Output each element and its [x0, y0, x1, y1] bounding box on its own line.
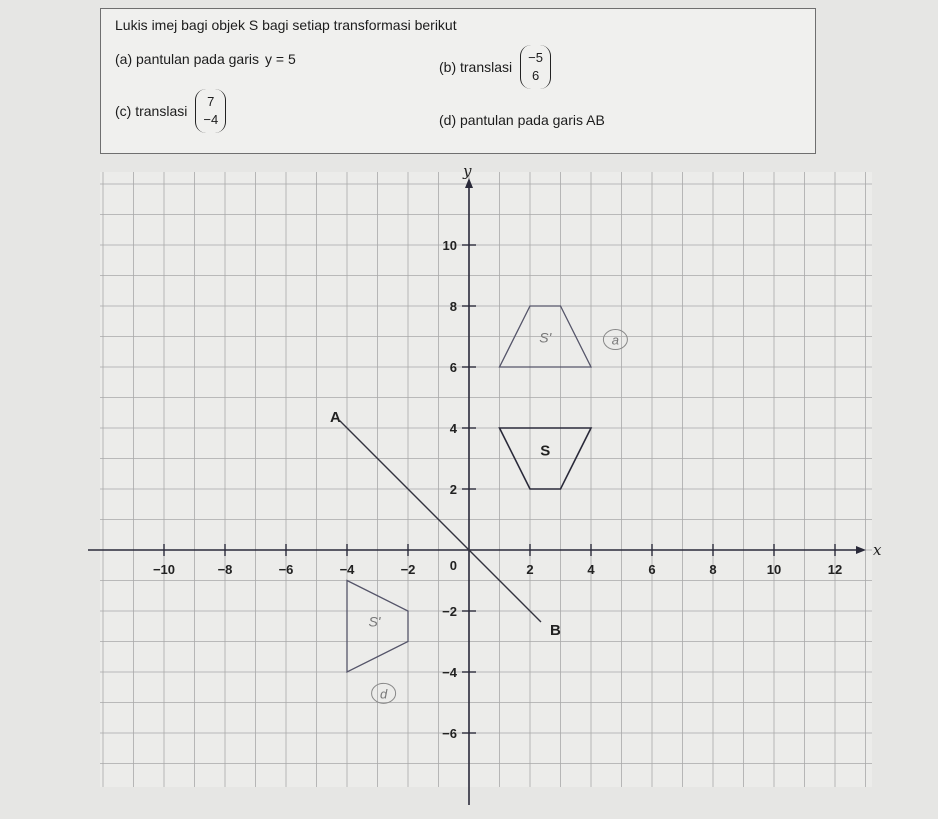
y-tick-label: 10 [442, 238, 457, 253]
item-c-label: (c) translasi [115, 103, 188, 119]
x-tick-label: −6 [278, 562, 294, 577]
y-axis-label: y [463, 162, 472, 180]
y-tick-label: 8 [449, 299, 457, 314]
image-a-label: S' [539, 329, 552, 346]
origin-label: 0 [449, 558, 457, 573]
x-tick-label: −10 [152, 562, 176, 577]
item-d-label: (d) pantulan pada garis AB [439, 112, 605, 128]
x-tick-label: 12 [827, 562, 843, 577]
y-tick-label: 6 [449, 360, 457, 375]
item-c-vector-bottom: −4 [203, 112, 219, 127]
point-a-label: A [330, 409, 341, 426]
x-tick-label: 8 [709, 562, 717, 577]
x-tick-label: 2 [526, 562, 534, 577]
item-b-label: (b) translasi [439, 59, 513, 75]
annotation-label: a [611, 332, 620, 348]
y-tick-label: −6 [442, 726, 457, 741]
item-b-vector-bottom: 6 [531, 68, 540, 83]
x-tick-label: −2 [400, 562, 416, 577]
x-tick-label: 4 [587, 562, 595, 577]
y-tick-label: 2 [449, 482, 457, 497]
instruction-text: Lukis imej bagi objek S bagi setiap transformasi berikut [115, 17, 457, 33]
annotation-label: d [379, 686, 388, 702]
y-tick-label: 4 [449, 421, 457, 436]
x-tick-label: 10 [766, 562, 782, 577]
item-c-vector-top: 7 [207, 94, 215, 109]
x-tick-label: 6 [648, 562, 656, 577]
item-a-label: (a) pantulan pada garis [115, 51, 259, 67]
image-d-label: S' [368, 613, 381, 630]
y-tick-label: −2 [442, 604, 457, 619]
point-b-label: B [550, 622, 561, 639]
grid-paper [100, 172, 872, 787]
y-tick-label: −4 [442, 665, 457, 680]
x-tick-label: −4 [339, 562, 355, 577]
object-S-label: S [540, 442, 551, 460]
x-axis-label: x [873, 541, 882, 559]
item-b-vector-top: −5 [528, 50, 543, 65]
x-tick-label: −8 [217, 562, 233, 577]
item-a-expr: y = 5 [265, 51, 296, 67]
